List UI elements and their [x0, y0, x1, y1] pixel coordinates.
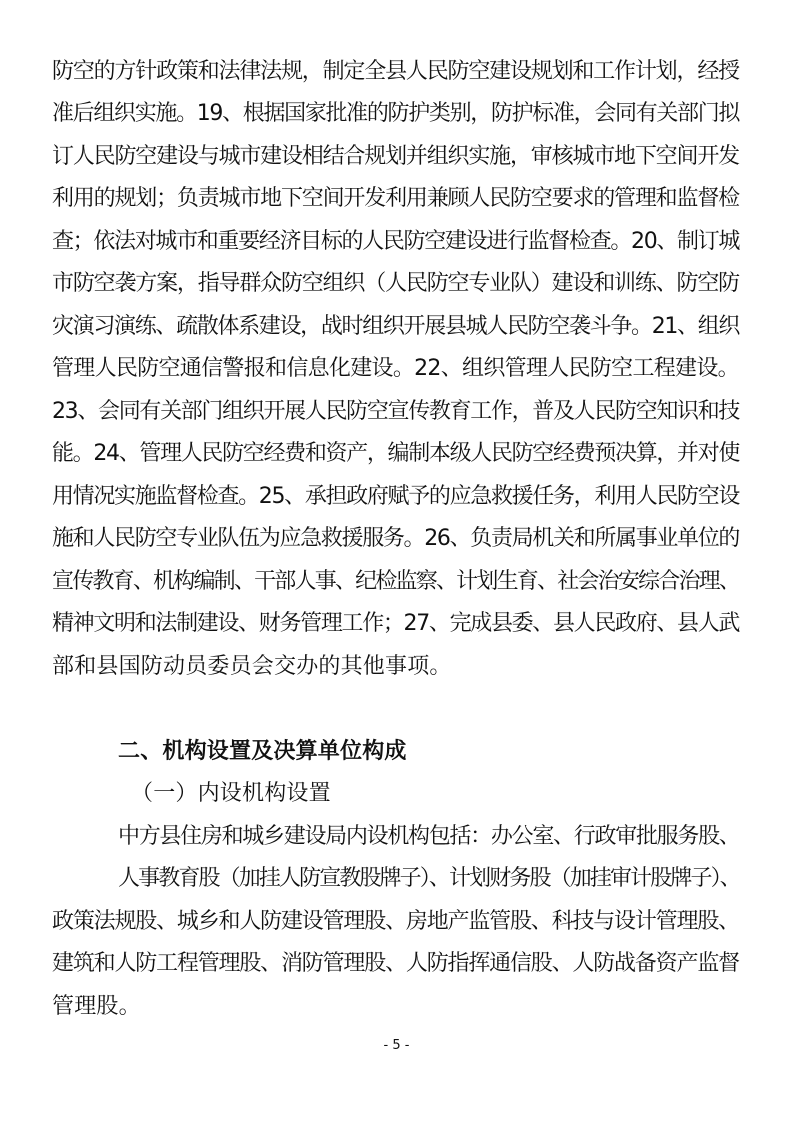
body-line: 防空的方针政策和法律法规，制定全县人民防空建设规划和工作计划，经授	[52, 59, 739, 84]
body-line: 用情况实施监督检查。25、承担政府赋予的应急救援任务，利用人民防空设	[52, 484, 740, 509]
body-line: 部和县国防动员委员会交办的其他事项。	[52, 654, 452, 679]
body-line: 能。24、管理人民防空经费和资产，编制本级人民防空经费预决算，并对使	[52, 441, 740, 466]
paragraph-line: 建筑和人防工程管理股、消防管理股、人防指挥通信股、人防战备资产监督	[52, 951, 739, 976]
body-line: 订人民防空建设与城市建设相结合规划并组织实施，审核城市地下空间开发	[52, 144, 739, 169]
body-line: 宣传教育、机构编制、干部人事、纪检监察、计划生育、社会治安综合治理、	[52, 569, 740, 594]
body-line: 灾演习演练、疏散体系建设，战时组织开展县城人民防空袭斗争。21、组织	[52, 314, 740, 339]
paragraph-line: 管理股。	[52, 994, 141, 1019]
page-number: - 5 -	[383, 1038, 410, 1053]
paragraph-line: 中方县住房和城乡建设局内设机构包括：办公室、行政审批服务股、	[118, 824, 740, 849]
body-line: 23、会同有关部门组织开展人民防空宣传教育工作，普及人民防空知识和技	[52, 399, 740, 424]
section-heading: 二、机构设置及决算单位构成	[118, 739, 407, 764]
body-line: 利用的规划；负责城市地下空间开发利用兼顾人民防空要求的管理和监督检	[52, 186, 739, 211]
body-line: 管理人民防空通信警报和信息化建设。22、组织管理人民防空工程建设。	[52, 356, 739, 381]
paragraph-line: 人事教育股（加挂人防宣教股牌子）、计划财务股（加挂审计股牌子）、	[118, 866, 740, 891]
body-line: 施和人民防空专业队伍为应急救援服务。26、负责局机关和所属事业单位的	[52, 526, 740, 551]
body-line: 精神文明和法制建设、财务管理工作；27、完成县委、县人民政府、县人武	[52, 611, 740, 636]
paragraph-line: 政策法规股、城乡和人防建设管理股、房地产监管股、科技与设计管理股、	[52, 909, 739, 934]
body-line: 市防空袭方案，指导群众防空组织（人民防空专业队）建设和训练、防空防	[52, 271, 739, 296]
body-line: 查；依法对城市和重要经济目标的人民防空建设进行监督检查。20、制订城	[52, 229, 740, 254]
subsection-heading: （一）内设机构设置	[131, 781, 331, 806]
body-line: 准后组织实施。19、根据国家批准的防护类别，防护标准，会同有关部门拟	[52, 101, 740, 126]
